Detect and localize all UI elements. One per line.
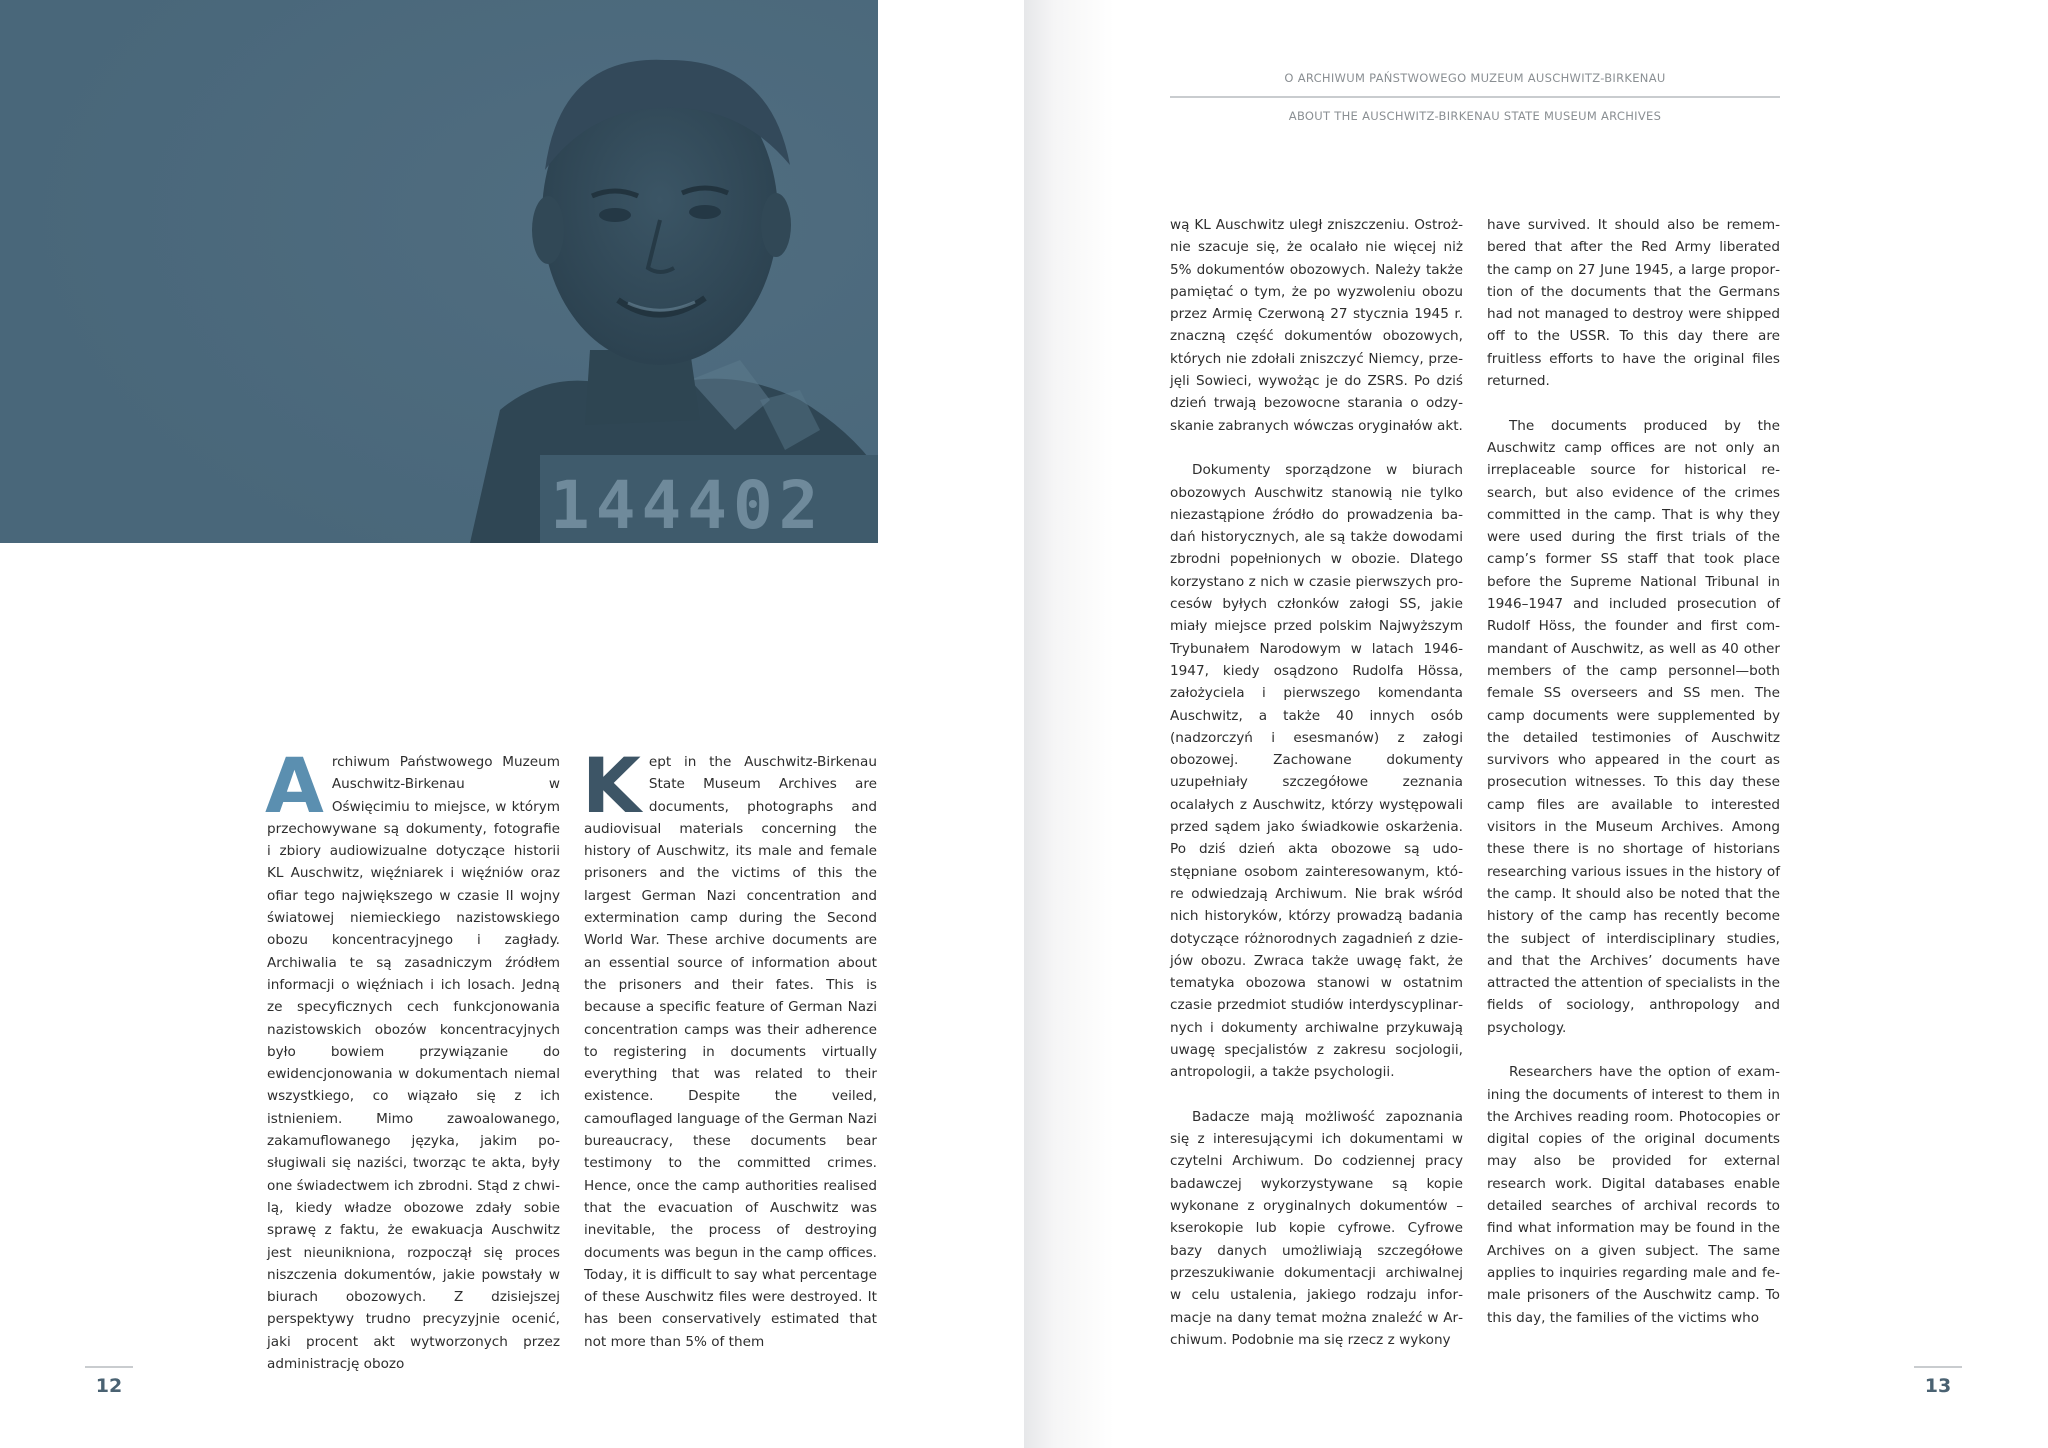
running-header-pl: O ARCHIWUM PAŃSTWOWEGO MUZEUM AUSCHWITZ-BIRKENAU: [1284, 71, 1666, 85]
paragraph: The documents produced by the Auschwitz camp offices are not only an irreplaceable source for historical research, but also evidence of the crimes committed in the camp. That is why they were used during the first trials of the camp’s former SS staff that took place before the Supreme National Tribunal in 1946–1947 and included prosecution of Rudolf Höss, the founder and first commandant of Auschwitz, as well as 40 other members of the camp personnel—both female SS overseers and SS men. The camp documents were supplemented by the detailed testimonies of Auschwitz survivors who appeared in the court as prosecution witnesses. To this day these camp files are available to interested visitors in the Museum Archives. Among these there is no shortage of historians researching various issues in the history of the camp. It should also be noted that the history of the camp has recently become the subject of interdisciplinary studies, and that the Archives’ documents have attracted the attention of specialists in the fields of sociology, anthropology and psychology.: [1487, 417, 1780, 1036]
text-column-pl: [1170, 214, 1463, 1351]
paragraph: Badacze mają możliwość zapoznania się z interesującymi ich dokumentami w czytelni Archiwum. Do codziennej pracy badawczej wykorzystywane są kopie wykonane z oryginalnych dokumentów – kserokopie lub kopie cyfrowe. Cyfrowe bazy danych umożliwiają szczegółowe przeszukiwanie dokumentacji archiwalnej w celu ustalenia, jakiego rodzaju informacje na dany temat można znaleźć w Archiwum. Podobnie ma się rzecz z wykony: [1170, 1108, 1463, 1348]
text-column-pl-intro: [265, 741, 560, 1375]
text-column-en: [1487, 214, 1780, 1329]
paragraph: Dokumenty sporządzone w biurach obozowych Auschwitz stanowią nie tylko niezastąpione źródło do prowadzenia badań historycznych, ale są także dowodami zbrodni popełnionych w obozie. Dlatego korzystano z nich w czasie pierwszych procesów byłych członków załogi SS, jakie miały miejsce przed polskim Najwyższym Trybunałem Narodowym w latach 1946-1947, kiedy osądzono Rudolfa Hössa, założyciela i pierwszego komendanta Auschwitz, a także 40 innych osób (nadzorczyń i esesmanów) z załogi obozowej. Zachowane dokumenty uzupełniały szczegółowe zeznania ocalałych z Auschwitz, którzy występowali przed sądem jako świadkowie oskarżenia. Po dziś dzień akta obozowe są udostępniane osobom zainteresowanym, które odwiedzają Archiwum. Nie brak wśród nich historyków, którzy prowadzą badania dotyczące różnorodnych zagadnień z dziejów obozu. Zwraca także uwagę fakt, że tematyka obozowa stanowi w ostatnim czasie przedmiot studiów interdyscyplinarnych i dokumenty archiwalne przykuwają uwagę specjalistów z zakresu socjologii, antropologii, a także psychologii.: [1170, 462, 1463, 1081]
dropcap-a: A: [265, 741, 324, 830]
prisoner-photo: [0, 0, 878, 543]
page-number-rule: [1914, 1366, 1962, 1368]
prisoner-number-plate: 144402: [550, 467, 825, 543]
paragraph: rchiwum Państwowego Muzeum Auschwitz-Birkenau w Oświęcimiu to miejsce, w którym przechowywane są dokumenty, fotografie i zbiory audiowizualne dotyczące historii KL Auschwitz, więźniarek i więźniów oraz ofiar tego największego w czasie II wojny światowej niemieckiego nazistowskiego obozu koncentracyjnego i zagłady. Archiwalia te są zasadniczym źródłem informacji o więźniach i ich losach. Jedną ze specyficznych cech funkcjonowania nazistowskich obozów koncentracyjnych było bowiem przywiązanie do ewidencjonowania w dokumentach niemal wszystkiego, co wiązało się z ich istnieniem. Mimo zawoalowanego, zakamuflowanego języka, jakim posługiwali się naziści, tworząc te akta, były one świadectwem ich zbrodni. Stąd z chwilą, kiedy władze obozowe zdały sobie sprawę z faktu, że ewakuacja Auschwitz jest nieunikniona, rozpoczął się proces niszczenia dokumentów, jakie powstały w biurach obozowych. Z dzisiejszej perspektywy trudno precyzyjnie ocenić, jaki procent akt wytworzonych przez administrację obozo: [267, 754, 560, 1373]
paragraph: wą KL Auschwitz uległ zniszczeniu. Ostrożnie szacuje się, że ocalało nie więcej niż 5% dokumentów obozowych. Należy także pamiętać o tym, że po wyzwoleniu obozu przez Armię Czerwoną 27 stycznia 1945 r. znaczną część dokumentów obozowych, których nie zdołali zniszczyć Niemcy, przejęli Sowieci, wywożąc je do ZSRS. Po dziś dzień trwają bezowocne starania o odzyskanie zabranych wówczas oryginałów akt.: [1170, 217, 1463, 434]
text-column-en-intro: [582, 741, 877, 1353]
page-number-left: [85, 1366, 133, 1406]
paragraph: Researchers have the option of examining the documents of interest to them in the Archives reading room. Photocopies or digital copies of the original documents may also be provided for external research work. Digital databases enable detailed searches of archival records to find what information may be found in the Archives on a given subject. The same applies to inquiries regarding male and female prisoners of the Auschwitz camp. To this day, the families of the victims who: [1487, 1064, 1780, 1326]
page-number-text: 13: [1924, 1375, 1952, 1397]
dropcap-k: K: [582, 741, 641, 830]
paragraph: ept in the Auschwitz-Birkenau State Museum Archives are documents, photographs and audiovisual materials concerning the history of Auschwitz, its male and female prisoners and the victims of this the largest German Nazi concentration and extermination camp during the Second World War. These archive documents are an essential source of information about the prisoners and their fates. This is because a specific feature of German Nazi concentration camps was their adherence to registering in documents virtually everything that was related to their existence. Despite the veiled, camouflaged language of the German Nazi bureaucracy, these documents bear testimony to the committed crimes. Hence, once the camp authorities realised that the evacuation of Auschwitz was inevitable, the process of destroying documents was begun in the camp offices. Today, it is difficult to say what percentage of these Auschwitz files were destroyed. It has been conservatively estimated that not more than 5% of them: [584, 754, 877, 1350]
page-number-rule: [85, 1366, 133, 1368]
header-rule: [1170, 96, 1780, 98]
page-number-text: 12: [95, 1375, 123, 1397]
page-number-right: [1914, 1366, 1962, 1406]
running-header-en: ABOUT THE AUSCHWITZ-BIRKENAU STATE MUSEUM ARCHIVES: [1288, 109, 1662, 123]
paragraph: have survived. It should also be remembered that after the Red Army liberated the camp on 27 June 1945, a large proportion of the documents that the Germans had not managed to destroy were shipped off to the USSR. To this day there are fruitless efforts to have the original files returned.: [1487, 217, 1780, 390]
